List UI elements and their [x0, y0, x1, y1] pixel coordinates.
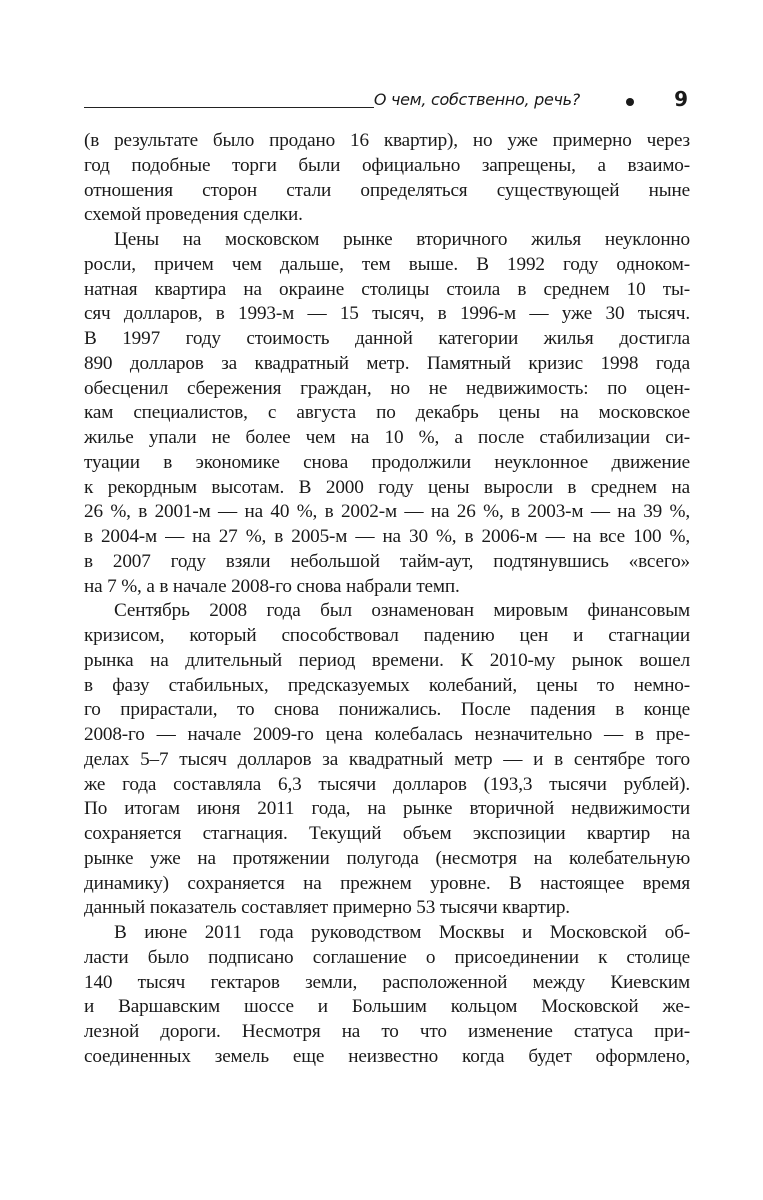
- paragraph: [84, 129, 690, 228]
- text-line: 140 тысяч гектаров земли, расположенной между Киевским: [84, 971, 690, 993]
- text-line: жилье упали не более чем на 10 %, а после стабилизации си-: [84, 427, 690, 448]
- text-line: год подобные торги были официально запрещены, а взаимо-: [84, 154, 690, 176]
- text-line: го прирастали, то снова понижались. После падения в конце: [84, 699, 690, 721]
- text-line: в фазу стабильных, предсказуемых колебаний, цены то немно-: [84, 674, 690, 696]
- bullet-separator: [626, 98, 634, 106]
- text-line: (в результате было продано 16 квартир), но уже примерно через: [84, 130, 690, 151]
- text-line: соединенных земель еще неизвестно когда будет оформлено,: [84, 1045, 690, 1067]
- text-line: делах 5–7 тысяч долларов за квадратный метр — и в сентябре того: [84, 748, 690, 770]
- text-line: В 1997 году стоимость данной категории жилья достигла: [84, 328, 690, 349]
- text-line: Цены на московском рынке вторичного жилья неуклонно: [114, 229, 690, 250]
- page-number: 9: [674, 87, 688, 111]
- text-line: 26 %, в 2001-м — на 40 %, в 2002-м — на 26 %, в 2003-м — на 39 %,: [84, 501, 690, 523]
- text-line: рынка на длительный период времени. К 2010-му рынок вошел: [84, 649, 690, 671]
- running-title: О чем, собственно, речь?: [373, 90, 580, 109]
- text-line: рынке уже на протяжении полугода (несмотря на колебательную: [84, 847, 690, 869]
- body-text: [84, 129, 690, 1070]
- text-line: же года составляла 6,3 тысячи долларов (193,3 тысячи рублей).: [84, 773, 690, 795]
- text-line: отношения сторон стали определяться существующей ныне: [84, 179, 690, 201]
- text-line: 890 долларов за квадратный метр. Памятный кризис 1998 года: [84, 352, 690, 374]
- text-line: в 2007 году взяли небольшой тайм-аут, подтянувшись «всего»: [84, 550, 690, 572]
- text-line: 2008-го — начале 2009-го цена колебалась незначительно — в пре-: [84, 724, 690, 745]
- text-line: на 7 %, а в начале 2008-го снова набрали темп.: [84, 575, 460, 597]
- text-line: Сентябрь 2008 года был ознаменован мировым финансовым: [114, 600, 690, 622]
- header-rule: [84, 107, 374, 108]
- paragraph: [84, 599, 690, 921]
- text-line: туации в экономике снова продолжили неуклонное движение: [84, 451, 690, 473]
- text-line: в 2004-м — на 27 %, в 2005-м — на 30 %, в 2006-м — на все 100 %,: [84, 526, 690, 547]
- text-line: В июне 2011 года руководством Москвы и Московской об-: [114, 922, 690, 943]
- text-line: динамику) сохраняется на прежнем уровне. В настоящее время: [84, 872, 690, 894]
- text-line: и Варшавским шоссе и Большим кольцом Московской же-: [84, 996, 690, 1018]
- text-line: кам специалистов, с августа по декабрь цены на московское: [84, 402, 690, 424]
- paragraph: [84, 921, 690, 1070]
- text-line: сохраняется стагнация. Текущий объем экспозиции квартир на: [84, 823, 690, 844]
- running-header: [84, 88, 690, 114]
- paragraph: [84, 228, 690, 599]
- text-line: По итогам июня 2011 года, на рынке вторичной недвижимости: [84, 798, 690, 820]
- text-line: лезной дороги. Несмотря на то что изменение статуса при-: [84, 1021, 690, 1042]
- text-line: ласти было подписано соглашение о присоединении к столице: [84, 946, 690, 968]
- text-line: сяч долларов, в 1993-м — 15 тысяч, в 1996-м — уже 30 тысяч.: [84, 303, 690, 325]
- text-line: кризисом, который способствовал падению цен и стагнации: [84, 625, 690, 646]
- text-line: к рекордным высотам. В 2000 году цены выросли в среднем на: [84, 476, 690, 498]
- text-line: схемой проведения сделки.: [84, 204, 303, 226]
- text-line: данный показатель составляет примерно 53 тысячи квартир.: [84, 897, 570, 919]
- text-line: росли, причем чем дальше, тем выше. В 1992 году одноком-: [84, 253, 690, 275]
- text-line: обесценил сбережения граждан, но не недвижимость: по оцен-: [84, 377, 690, 399]
- text-line: натная квартира на окраине столицы стоила в среднем 10 ты-: [84, 278, 690, 300]
